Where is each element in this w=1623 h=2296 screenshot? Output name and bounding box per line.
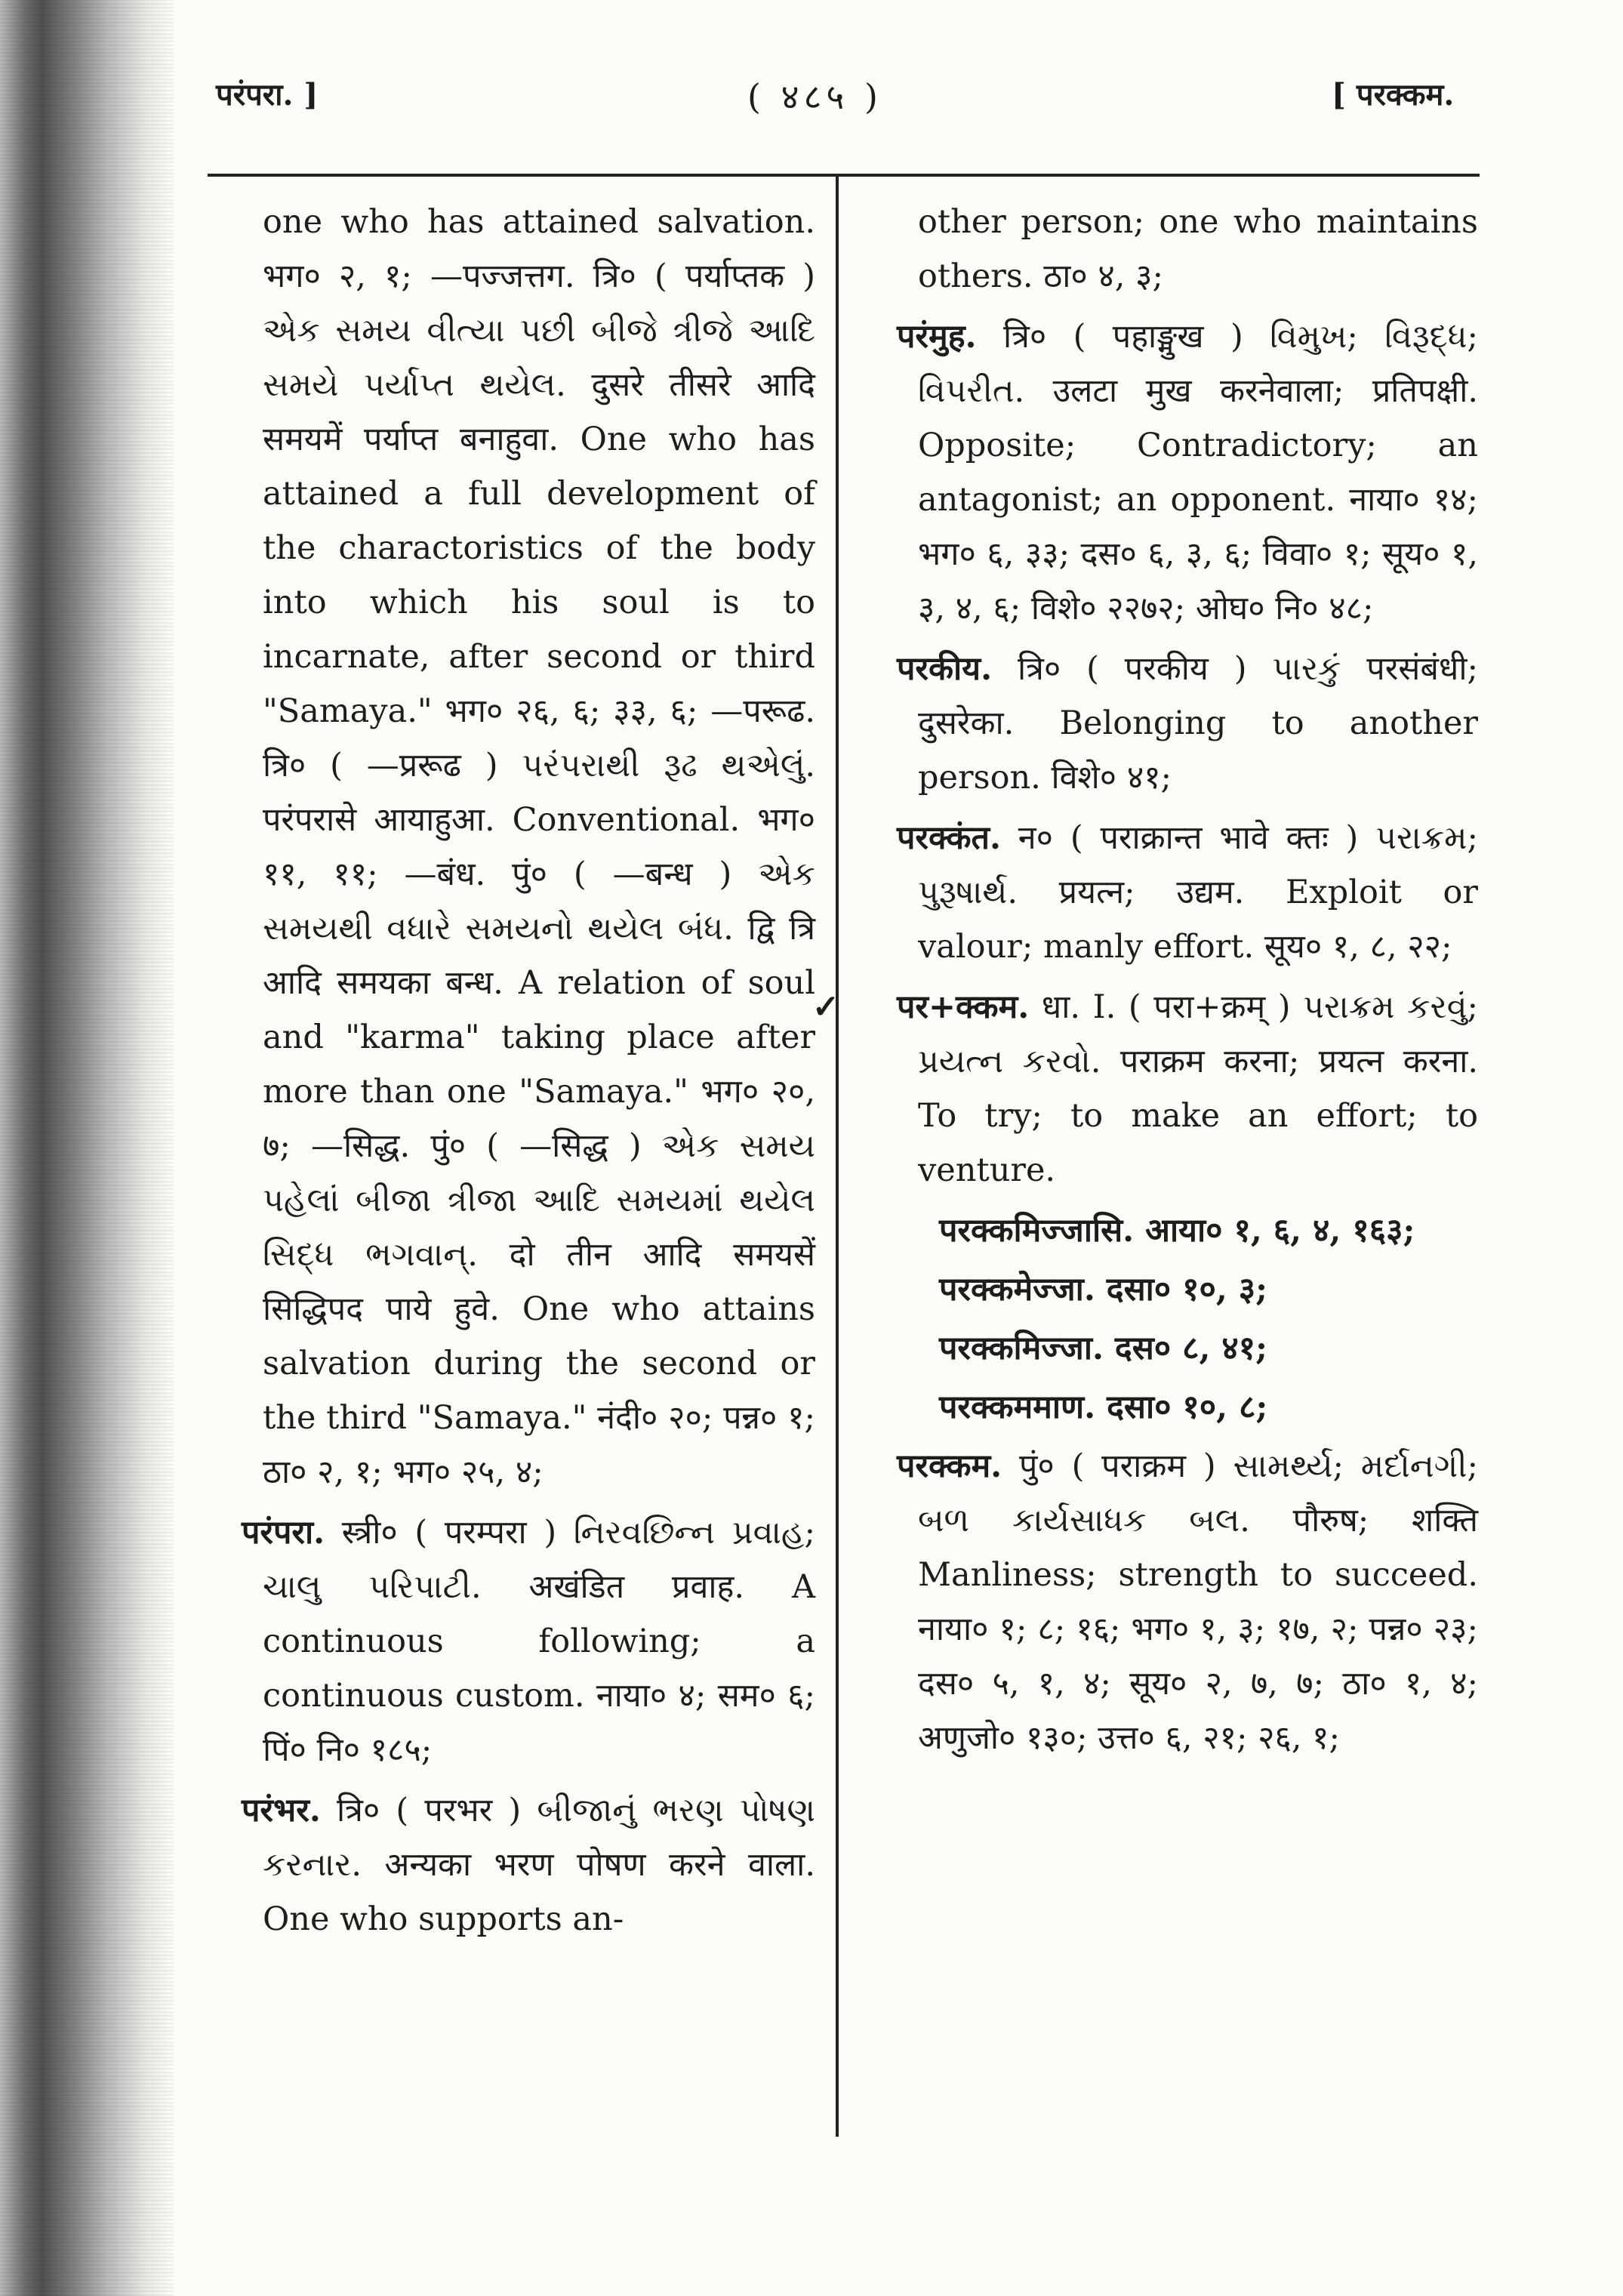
left-column — [211, 195, 815, 1952]
check-mark: ✓ — [812, 988, 840, 1026]
header-right-guideword: [ परक्कम. — [1332, 77, 1455, 112]
headword: परंपरा. — [242, 1514, 325, 1552]
headword: परकीय. — [897, 650, 993, 688]
page-number: ( ४८५ ) — [747, 76, 882, 117]
entry-body: पुं० ( पराक्रम ) સામર્થ્ય; મર્દાનગી; બળ કાર્યસાધક બલ. पौरुष; शक्ति Manliness; strength to succeed. नाया० १; ८; १६; भग० १, ३; १७, २; पन्न० २३; दस० ५, १, ४; सूय० २, ७, ७; ठा० १, ४; अणुजो० १३०; उत्त० ६, २१; २६, १; — [918, 1447, 1479, 1757]
entry-parammuha — [867, 310, 1478, 636]
subentry-form: परक्कमेज्जा. दसा० १०, ३; — [939, 1271, 1268, 1308]
entry-body: त्रि० ( परकीय ) પારકું परसंबंधी; दुसरेका. Belonging to another person. विशे० ४१; — [918, 650, 1478, 797]
entry-parakkama-noun — [867, 1439, 1478, 1765]
entry-paramparaa — [211, 1505, 815, 1777]
headword: परक्कम. — [897, 1447, 1002, 1485]
headword: परक्कंत. — [897, 819, 1001, 857]
entry-body: त्रि० ( पहाङ्मुख ) વિમુખ; વિરૂદ્ધ; વિપરીત. उलटा मुख करनेवाला; प्रतिपक्षी. Opposite; Contradictory; an antagonist; an opponent. नाया० १४; भग० ६, ३३; दस० ६, ३, ६; विवा० १; सूय० १, ३, ४, ६; विशे० २२७२; ओघ० नि० ४८; — [918, 318, 1478, 627]
header-left-guideword: परंपरा. ] — [216, 77, 319, 112]
headword: परंमुह. — [897, 318, 977, 356]
entry-body: न० ( पराक्रान्त भावे क्तः ) પરાક્રમ; પુરૂષાર્થ. प्रयत्न; उद्यम. Exploit or valour; manly effort. सूय० १, ८, २२; — [918, 819, 1479, 966]
header-rule — [208, 174, 1480, 177]
entry-para-kkama-verb — [812, 980, 1479, 1197]
entry-parakiya — [867, 642, 1478, 805]
entry-body: स्त्री० ( परम्परा ) નિરવછિન્ન પ્રવાહ; ચાલુ પરિપાટી. अखंडित प्रवाह. A continuous following; a continuous custom. नाया० ४; सम० ६; पिं० नि० १८५; — [263, 1514, 815, 1769]
entry-continuation: one who has attained salvation. भग० २, १; —पज्जत्तग. त्रि० ( पर्याप्तक ) એક સમય વીત્યા પછી બીજે ત્રીજે આદિ સમયે પર્યાપ્ત થયેલ. दुसरे तीसरे आदि समयमें पर्याप्त बनाहुवा. One who has attained a full development of the charactoristics of the body into which his soul is to incarnate, after second or third "Samaya." भग० २६, ६; ३३, ६; —परूढ. त्रि० ( —प्ररूढ ) પરંપરાથી રૂઢ થએલું. परंपरासे आयाहुआ. Conventional. भग० ११, ११; —बंध. पुं० ( —बन्ध ) એક સમયથી વધારે સમયનો થયેલ બંધ. द्वि त्रि आदि समयका बन्ध. A relation of soul and "karma" taking place after more than one "Samaya." भग० २०, ७; —सिद्ध. पुं० ( —सिद्ध ) એક સમય પહેલાં બીજા ત્રીજા આદિ સમયમાં થયેલ સિદ્ધ ભગવાન્. दो तीन आदि समयसें सिद्धिपद पाये हुवे. One who attains salvation during the second or the third "Samaya." नंदी० २०; पन्न० १; ठा० २, १; भग० २५, ४; — [263, 203, 815, 1491]
subentry-form: परक्कममाण. दसा० १०, ८; — [939, 1388, 1268, 1426]
entry-continuation: other person; one who maintains others. ठा० ४, ३; — [918, 203, 1478, 295]
entry-body: धा. I. ( परा+क्रम् ) પરાક્રમ કરવું; પ્રયત્ન કરવો. पराक्रम करना; प्रयत्न करना. To try; to make an effort; to venture. — [918, 988, 1479, 1189]
right-column — [812, 195, 1479, 1771]
subentry-form: परक्कमिज्जासि. आया० १, ६, ४, १६३; — [939, 1212, 1415, 1250]
entry-body: त्रि० ( परभर ) બીજાનું ભરણ પોષણ કરનાર. अन्यका भरण पोषण करने वाला. One who supports an- — [263, 1792, 816, 1938]
column-divider — [836, 175, 839, 2137]
headword: पर+क्कम. — [897, 988, 1030, 1026]
subentry-form: परक्कमिज्जा. दस० ८, ४१; — [939, 1330, 1268, 1367]
book-spine-shadow — [0, 0, 174, 2296]
headword: परंभर. — [242, 1792, 321, 1829]
entry-parambhara — [211, 1783, 815, 1946]
entry-parakkanta — [867, 811, 1478, 974]
